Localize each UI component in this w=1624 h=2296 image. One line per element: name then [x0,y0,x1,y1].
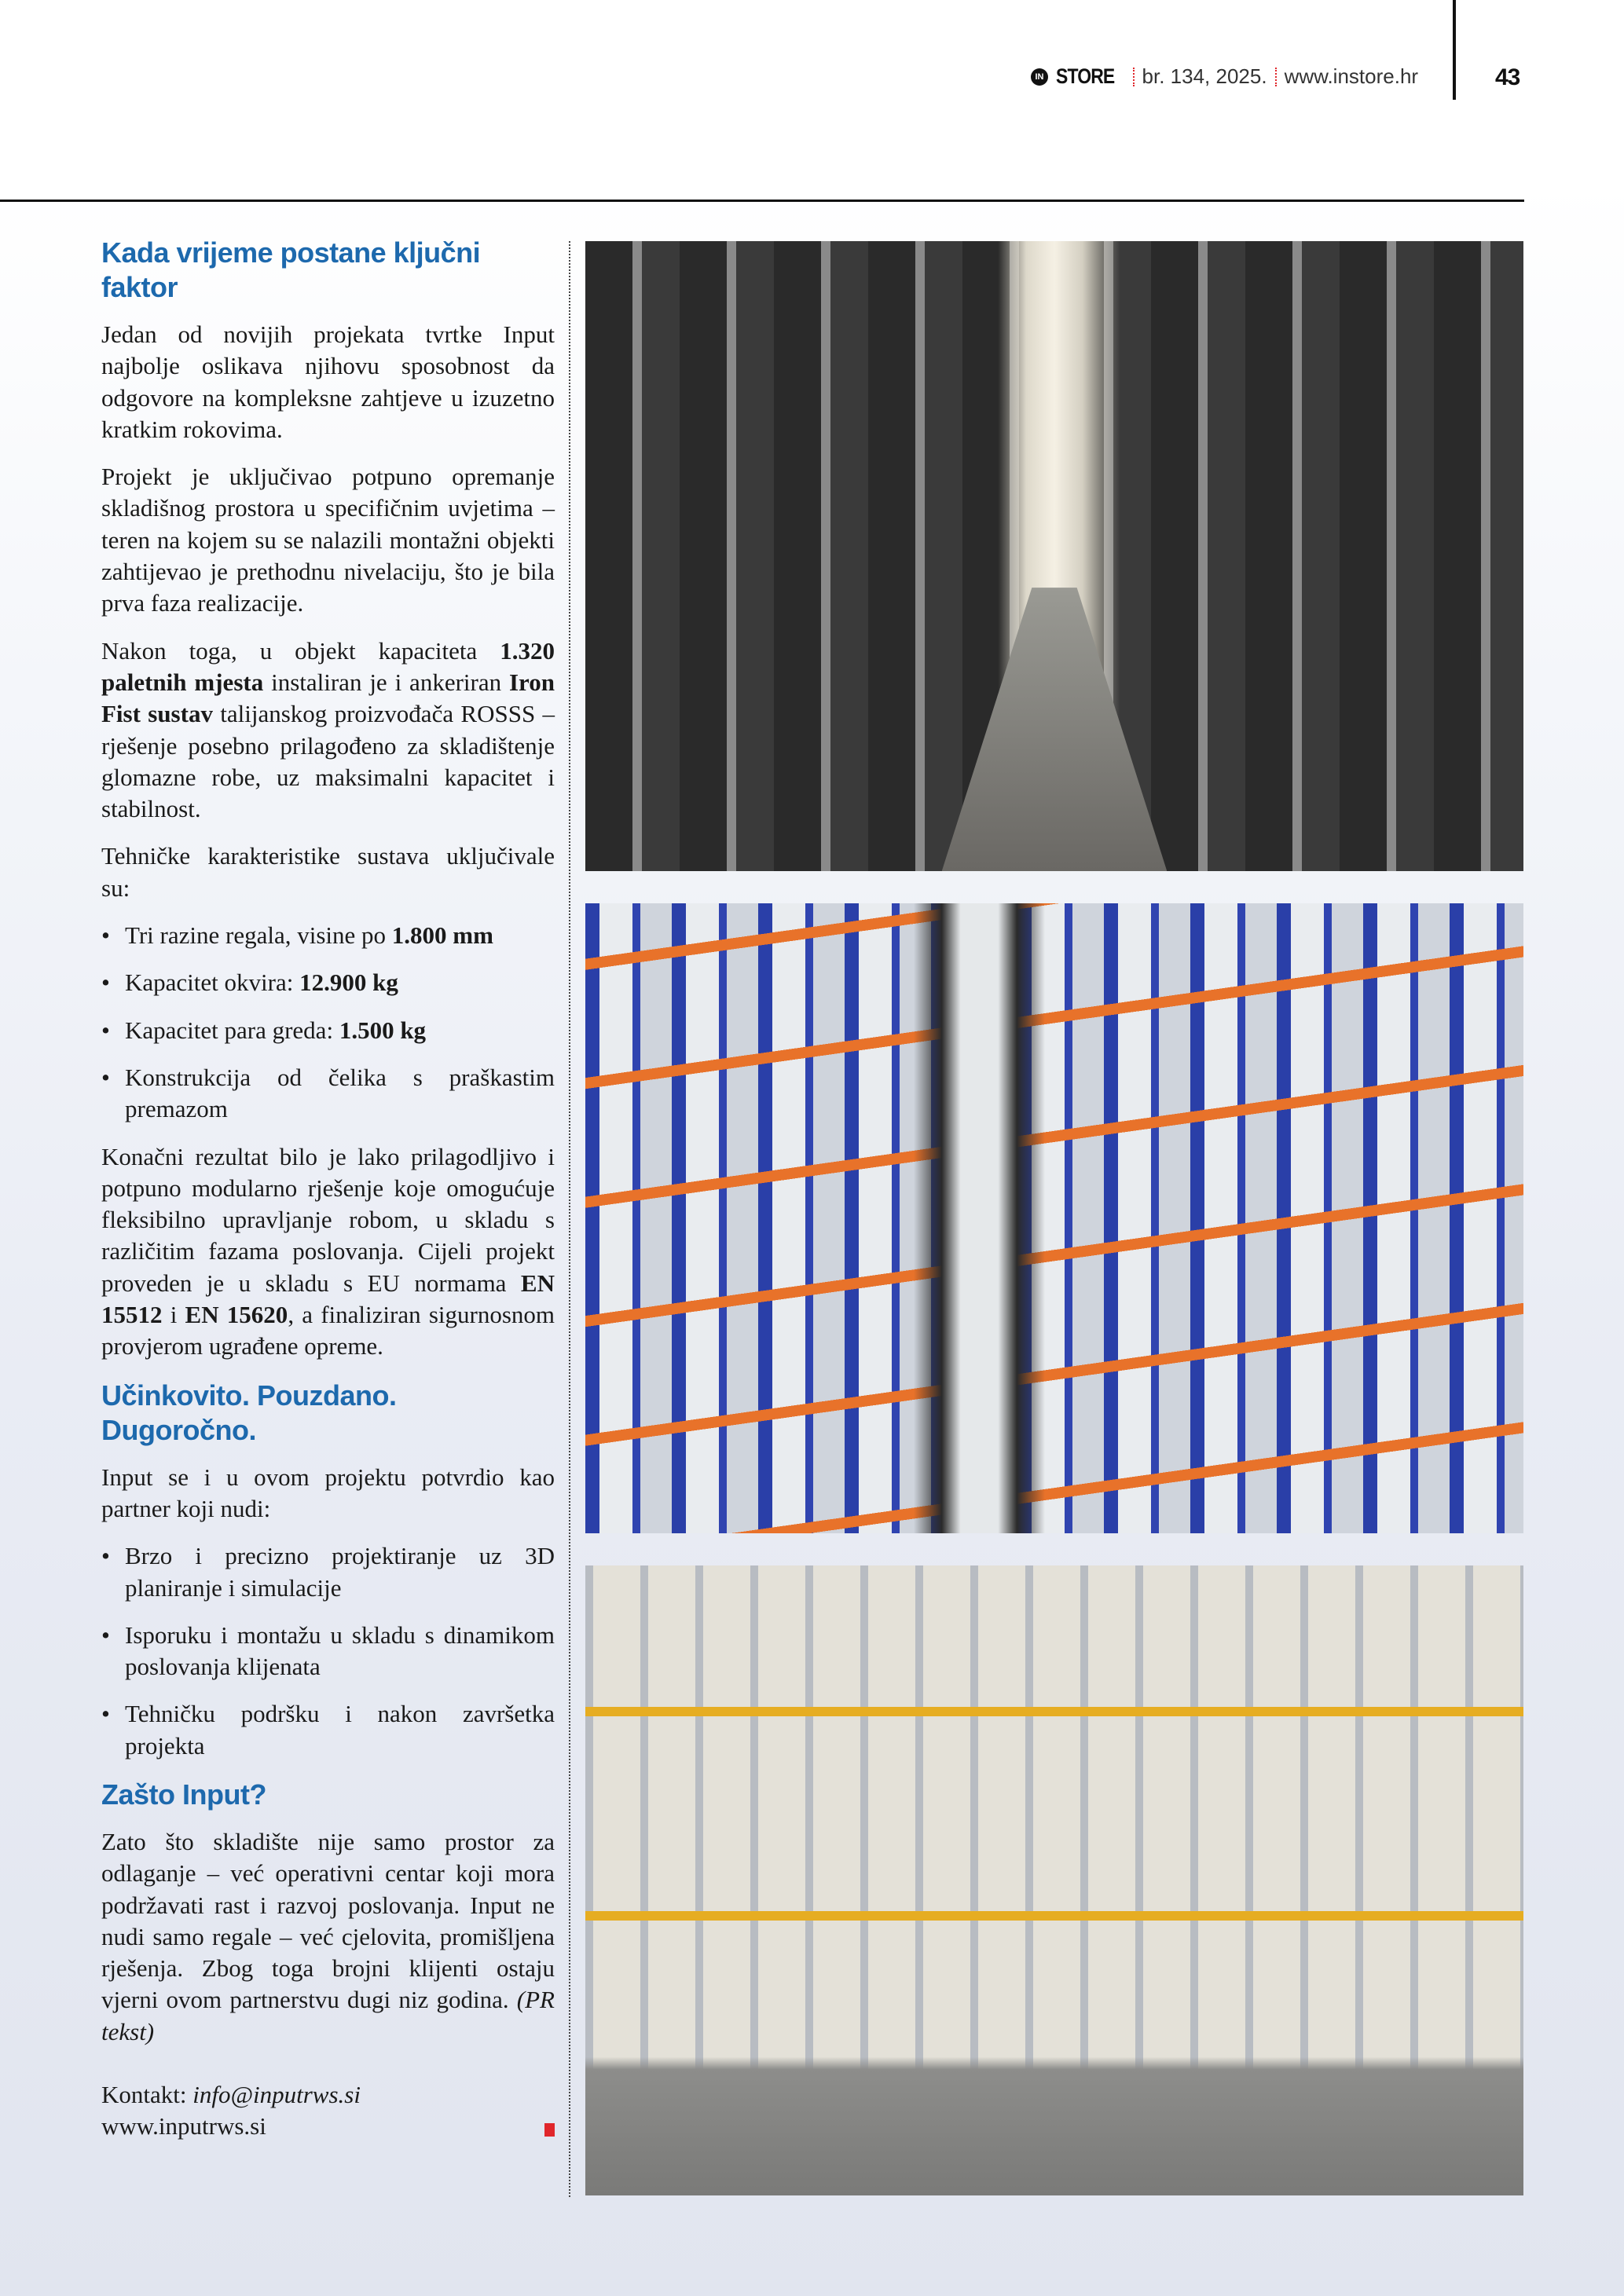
separator [1275,68,1277,86]
list-item [101,920,555,951]
header-divider [1453,0,1456,100]
bullet-icon: • [101,969,110,997]
text: Tri razine regala, visine po [125,921,392,950]
bullet-icon: • [101,1700,110,1728]
section-heading: Kada vrijeme postane ključni faktor [101,236,481,303]
bold-text: 12.900 kg [299,969,398,997]
contact-label: Kontakt: [101,2081,193,2109]
text: Zato što skladište nije samo prostor za odlaganje – već operativni centar koji mora podržavati rast i razvoj poslovanja. Input ne nudi samo regale – već cjelovita, promišljena rješenja. Zbog toga brojni klijenti ostaju vjerni ovom partnerstvu dugi niz godina. [101,1827,555,2014]
contact-block [101,2079,555,2143]
bullet-icon: • [101,1542,110,1570]
text: i [162,1301,185,1329]
paragraph [101,1826,555,2048]
bold-text: EN 15512 [101,1269,555,1329]
text: Konstrukcija od čelika s praškastim premazom [125,1063,555,1123]
issue-info: br. 134, 2025. [1142,64,1267,88]
photo-shelving-aisle-dark [585,241,1523,871]
pr-note: (PR tekst) [101,1986,555,2045]
bold-text: EN 15620 [185,1301,288,1329]
bold-text: 1.320 paletnih mjesta [101,636,555,696]
benefit-list [101,1540,555,1762]
article-column [101,236,555,2143]
paragraph [101,635,555,826]
header-rule [0,200,1524,202]
text: Kapacitet okvira: [125,969,300,997]
list-item [101,967,555,998]
photo-pallet-racking-yellow-worker [585,1565,1523,2195]
text: Nakon toga, u objekt kapaciteta [101,636,500,665]
instore-logo-icon: IN [1031,68,1048,86]
list-item [101,1620,555,1683]
section-heading: Zašto Input? [101,1778,266,1811]
spec-list [101,920,555,1125]
paragraph: Projekt je uključivao potpuno opremanje skladišnog prostora u specifičnim uvjetima – teren na kojem su se nalazili montažni objekti zahtijevao je prethodnu nivelaciju, što je bila prva faza realizacije. [101,463,555,617]
end-mark-icon [544,2123,555,2137]
section-heading: Učinkovito. Pouzdano. Dugoročno. [101,1379,397,1446]
text: Tehničku podršku i nakon završetka projekta [125,1700,555,1760]
text: talijanskog proizvođača ROSSS – rješenje posebno prilagođeno za skladištenje glomazne robe, uz maksimalni kapacitet i stabilnost. [101,700,555,823]
paragraph: Tehničke karakteristike sustava uključivale su: [101,842,555,902]
text: Kapacitet para greda: [125,1016,339,1044]
running-header [1031,64,1418,89]
list-item [101,1540,555,1604]
list-item [101,1062,555,1126]
bullet-icon: • [101,1620,110,1649]
paragraph [101,1141,555,1363]
contact-email-link[interactable]: info@inputrws.si [192,2081,361,2109]
contact-website-link[interactable]: www.inputrws.si [101,2112,266,2140]
list-item [101,1698,555,1762]
text: Brzo i precizno projektiranje uz 3D planiranje i simulacije [125,1542,555,1602]
brand-name: STORE [1056,64,1115,88]
text: , a finaliziran sigurnosnom provjerom ugrađene opreme. [101,1301,555,1360]
photo-pallet-racking-blue-orange [585,903,1523,1533]
bullet-icon: • [101,1063,110,1091]
bold-text: 1.500 kg [339,1016,427,1044]
list-item [101,1015,555,1046]
paragraph: Input se i u ovom projektu potvrdio kao partner koji nudi: [101,1463,555,1522]
page-number: 43 [1495,64,1520,90]
text: Konačni rezultat bilo je lako prilagodljivo i potpuno modularno rješenje koje omogućuje fleksibilno upravljanje robom, u skladu s različitim fazama poslovanja. Cijeli projekt proveden je u skladu s EU normama [101,1142,555,1297]
bullet-icon: • [101,921,110,950]
paragraph: Jedan od novijih projekata tvrtke Input najbolje oslikava njihovu sposobnost da odgovore na kompleksne zahtjeve u izuzetno kratkim rokovima. [101,320,555,443]
bullet-icon: • [101,1016,110,1044]
website-link[interactable]: www.instore.hr [1284,64,1419,88]
column-divider [569,241,570,2197]
text: instaliran je i ankeriran [263,668,509,696]
separator [1133,68,1135,86]
bold-text: 1.800 mm [391,921,493,950]
text: Isporuku i montažu u skladu s dinamikom poslovanja klijenata [125,1620,555,1681]
bold-text: Iron Fist sustav [101,668,555,728]
